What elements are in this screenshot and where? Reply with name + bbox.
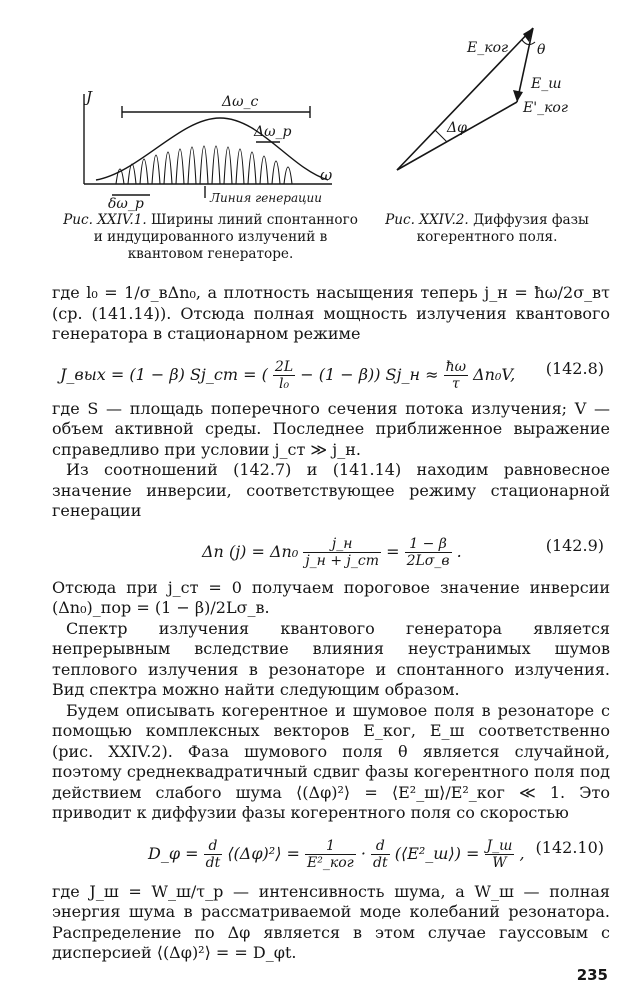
caption-number: Рис. XXIV.1. — [63, 212, 147, 228]
fraction — [305, 838, 356, 871]
fraction — [405, 536, 452, 569]
fraction — [485, 838, 515, 871]
equation-body — [148, 838, 525, 871]
esh-label: E_ш — [531, 76, 562, 92]
denominator: τ — [451, 375, 460, 392]
eq-part: . — [456, 541, 462, 561]
numerator: 2L — [274, 358, 294, 375]
denominator: E²_ког — [307, 854, 354, 871]
dphi-arc — [435, 130, 447, 142]
denominator: dt — [373, 854, 388, 871]
body-text — [52, 283, 610, 964]
numerator: d — [371, 838, 390, 855]
equation-body — [202, 536, 462, 569]
denominator: dt — [205, 854, 221, 871]
dwp-label: Δω_p — [254, 124, 292, 140]
numerator: ħω — [445, 358, 467, 375]
fraction — [204, 838, 223, 871]
x-axis-label: ω — [320, 166, 333, 184]
equation-number: (142.10) — [535, 837, 604, 857]
paragraph-4: Отсюда при j_ст = 0 получаем пороговое значение инверсии (Δn₀)_пор = (1 − β)/2Lσ_в. — [52, 577, 610, 617]
vector-ekog-prime — [397, 102, 517, 170]
figure-1-spectrum — [70, 80, 350, 215]
fraction — [273, 359, 295, 392]
generation-line-label: Линия генерации — [210, 191, 322, 205]
denominator: 2Lσ_в — [406, 552, 450, 569]
induced-peaks — [116, 146, 292, 184]
eq-part: ⟨(Δφ)²⟩ = — [227, 843, 300, 863]
theta-label: θ — [537, 42, 546, 58]
eq-part: = — [386, 541, 400, 561]
page-number: 235 — [576, 966, 608, 984]
numerator: 1 — [305, 838, 356, 855]
paragraph-3: Из соотношений (142.7) и (141.14) находим равновесное значение инверсии, соответствующее режиму стационарной генерации — [52, 460, 610, 520]
y-axis-label: J — [86, 88, 93, 106]
numerator: d — [204, 838, 223, 855]
numerator: j_н — [303, 536, 381, 553]
eq-part: − (1 − β)) Sj_н ≈ — [300, 364, 439, 384]
numerator: J_ш — [486, 837, 513, 854]
dwc-label: Δω_c — [222, 94, 259, 110]
dphi-label: Δφ — [447, 120, 467, 136]
denominator: j_н + j_ст — [305, 552, 379, 569]
eq-part: J_вых = (1 − β) Sj_ст = ( — [60, 364, 268, 384]
figure-1-caption — [58, 212, 363, 263]
eq-part: Δn (j) = Δn₀ — [202, 541, 299, 561]
equation-number: (142.9) — [545, 535, 604, 555]
fraction — [371, 838, 390, 871]
equation-number: (142.8) — [545, 358, 604, 378]
figure-2-vectors — [385, 20, 595, 175]
caption-number: Рис. XXIV.2. — [385, 212, 469, 228]
eq-part: Δn₀V, — [473, 364, 516, 384]
eq-part: · — [360, 843, 366, 863]
ekog-label: E_ког — [467, 40, 509, 56]
paragraph-7: где J_ш = W_ш/τ_р — интенсивность шума, а W_ш — полная энергия шума в рассматриваемой моде колебаний резонатора. Распределение по Δφ является в этом случае гауссовым с дисперсией ⟨(Δφ)²⟩ = = D_φt. — [52, 881, 610, 962]
vector-ekog — [397, 28, 533, 170]
equation-142-9 — [52, 522, 610, 578]
caption-text: Ширины линий спонтанного и индуцированного излучений в квантовом генераторе. — [93, 212, 358, 262]
paragraph-5: Спектр излучения квантового генератора является непрерывным вследствие влияния неустранимых шумов теплового излучения в резонаторе и спонтанного излучения. Вид спектра можно найти следующим образом. — [52, 618, 610, 699]
paragraph-6: Будем описывать когерентное и шумовое поля в резонаторе с помощью комплексных векторов E_ког, E_ш соответственно (рис. XXIV.2). Фаза шумового поля θ является случайной, поэтому среднеквадратичный сдвиг фазы когерентного поля под действием слабого шума ⟨(Δφ)²⟩ = ⟨E²_ш⟩/E²_ког ≪ 1. Это приводит к диффузии фазы когерентного поля со скоростью — [52, 700, 610, 822]
fraction — [444, 359, 468, 392]
spontaneous-envelope — [96, 118, 328, 180]
denominator: W — [492, 854, 507, 871]
denominator: l₀ — [278, 375, 290, 392]
delta-wp-label: δω_p — [108, 196, 144, 212]
paragraph-1: где l₀ = 1/σ_вΔn₀, а плотность насыщения теперь j_н = ħω/2σ_вτ (ср. (141.14)). Отсюда полная мощность излучения квантового генератора в стационарном режиме — [52, 283, 610, 343]
equation-142-8 — [52, 345, 610, 399]
figure-2-caption — [382, 212, 592, 246]
eq-part: , — [519, 843, 525, 863]
equation-142-10 — [52, 824, 610, 882]
caption-text: Диффузия фазы когерентного поля. — [416, 212, 589, 245]
ekog-prime-label: E'_ког — [523, 100, 568, 116]
equation-body — [60, 359, 515, 392]
fraction — [303, 536, 381, 569]
paragraph-2: где S — площадь поперечного сечения потока излучения; V — объем активной среды. Последнее приближенное выражение справедливо при условии j_ст ≫ j_н. — [52, 398, 610, 459]
numerator: 1 − β — [405, 536, 452, 553]
eq-part: D_φ = — [148, 843, 199, 863]
eq-part: (⟨E²_ш⟩) = — [394, 843, 480, 863]
esh-arrowhead — [513, 90, 523, 102]
